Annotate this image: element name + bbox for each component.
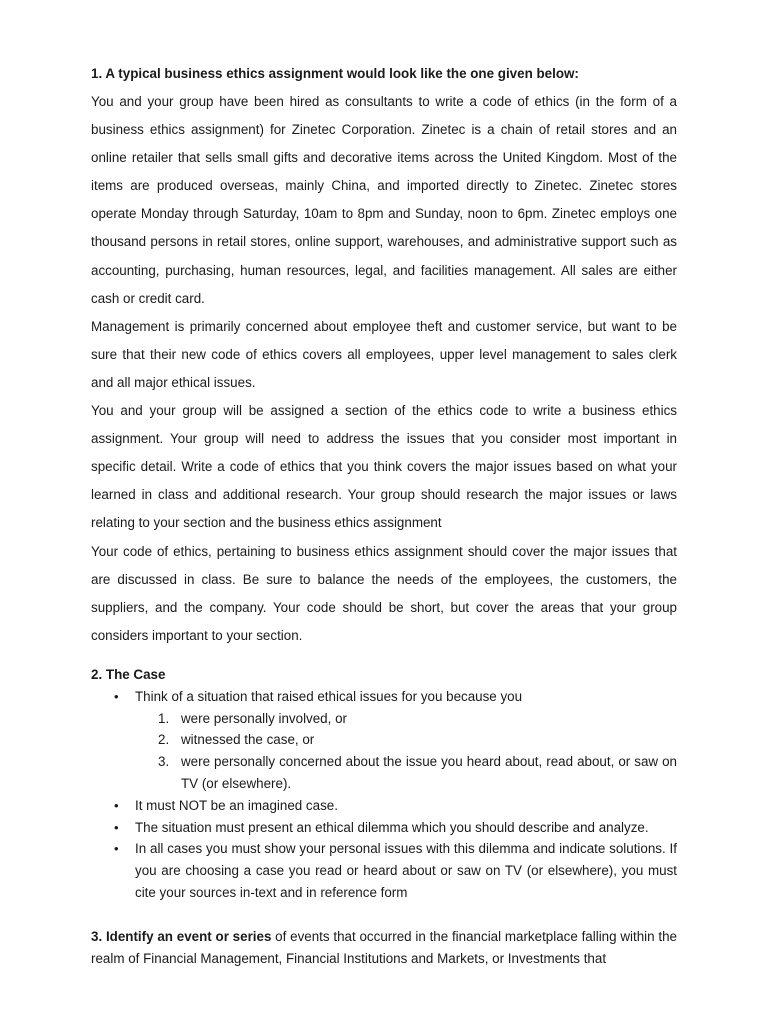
- case-bullet-list: [91, 686, 677, 904]
- list-number: 2.: [158, 732, 170, 748]
- section-3-paragraph: [91, 926, 677, 971]
- sub-item-text: witnessed the case, or: [181, 732, 315, 748]
- section-3-text: of events that occurred in the financial marketplace falling within the realm of Financial Management, Financial Institutions and Markets, or Investments that: [91, 928, 677, 967]
- list-number: 1.: [158, 710, 170, 726]
- list-item: [91, 686, 677, 795]
- bullet-text: It must NOT be an imagined case.: [135, 797, 338, 813]
- list-number: 3.: [158, 754, 170, 770]
- section-1-heading: 1. A typical business ethics assignment would look like the one given below:: [91, 66, 579, 81]
- case-sub-list: [135, 708, 677, 795]
- paragraph-management-concerns: Management is primarily concerned about employee theft and customer service, but want to be sure that their new code of ethics covers all employees, upper level management to sales clerk and all major ethical issues.: [91, 318, 677, 390]
- section-2: [91, 664, 677, 904]
- sub-item-text: were personally concerned about the issue you heard about, read about, or saw on TV (or elsewhere).: [181, 754, 677, 792]
- section-2-heading: 2. The Case: [91, 666, 166, 682]
- paragraph-company-description: You and your group have been hired as consultants to write a code of ethics (in the form of a business ethics assignment) for Zinetec Corporation. Zinetec is a chain of retail stores and an online retailer that sells small gifts and decorative items across the United Kingdom. Most of the items are produced overseas, mainly China, and imported directly to Zinetec. Zinetec stores operate Monday through Saturday, 10am to 8pm and Sunday, noon to 6pm. Zinetec employs one thousand persons in retail stores, online support, warehouses, and administrative support such as accounting, purchasing, human resources, legal, and facilities management. All sales are either cash or credit card.: [91, 94, 677, 306]
- paragraph-group-assignment: You and your group will be assigned a section of the ethics code to write a business ethics assignment. Your group will need to address the issues that you consider most important in specific detail. Write a code of ethics that you think covers the major issues based on what your learned in class and additional research. Your group should research the major issues or laws relating to your section and the business ethics assignment: [91, 403, 677, 531]
- bullet-text: Think of a situation that raised ethical issues for you because you: [135, 688, 523, 704]
- paragraph-code-coverage: Your code of ethics, pertaining to business ethics assignment should cover the major issues that are discussed in class. Be sure to balance the needs of the employees, the customers, the suppliers, and the company. Your code should be short, but cover the areas that your group considers important to your section.: [91, 543, 677, 643]
- section-1: [91, 60, 677, 650]
- bullet-icon: •: [114, 841, 119, 857]
- bullet-icon: •: [114, 797, 119, 813]
- bullet-icon: •: [114, 819, 119, 835]
- list-item: [135, 708, 677, 730]
- list-item: [135, 729, 677, 751]
- bullet-icon: •: [114, 688, 119, 704]
- list-item: [91, 838, 677, 903]
- bullet-text: The situation must present an ethical dilemma which you should describe and analyze.: [135, 819, 649, 835]
- section-3: [91, 926, 677, 971]
- list-item: [91, 817, 677, 839]
- list-item: [135, 751, 677, 795]
- list-item: [91, 795, 677, 817]
- sub-item-text: were personally involved, or: [181, 710, 347, 726]
- section-3-bold-lead: 3. Identify an event or series: [91, 928, 272, 944]
- bullet-text: In all cases you must show your personal issues with this dilemma and indicate solutions. If you are choosing a case you read or heard about or saw on TV (or elsewhere), you must cite your sources in-text and in reference form: [135, 841, 677, 901]
